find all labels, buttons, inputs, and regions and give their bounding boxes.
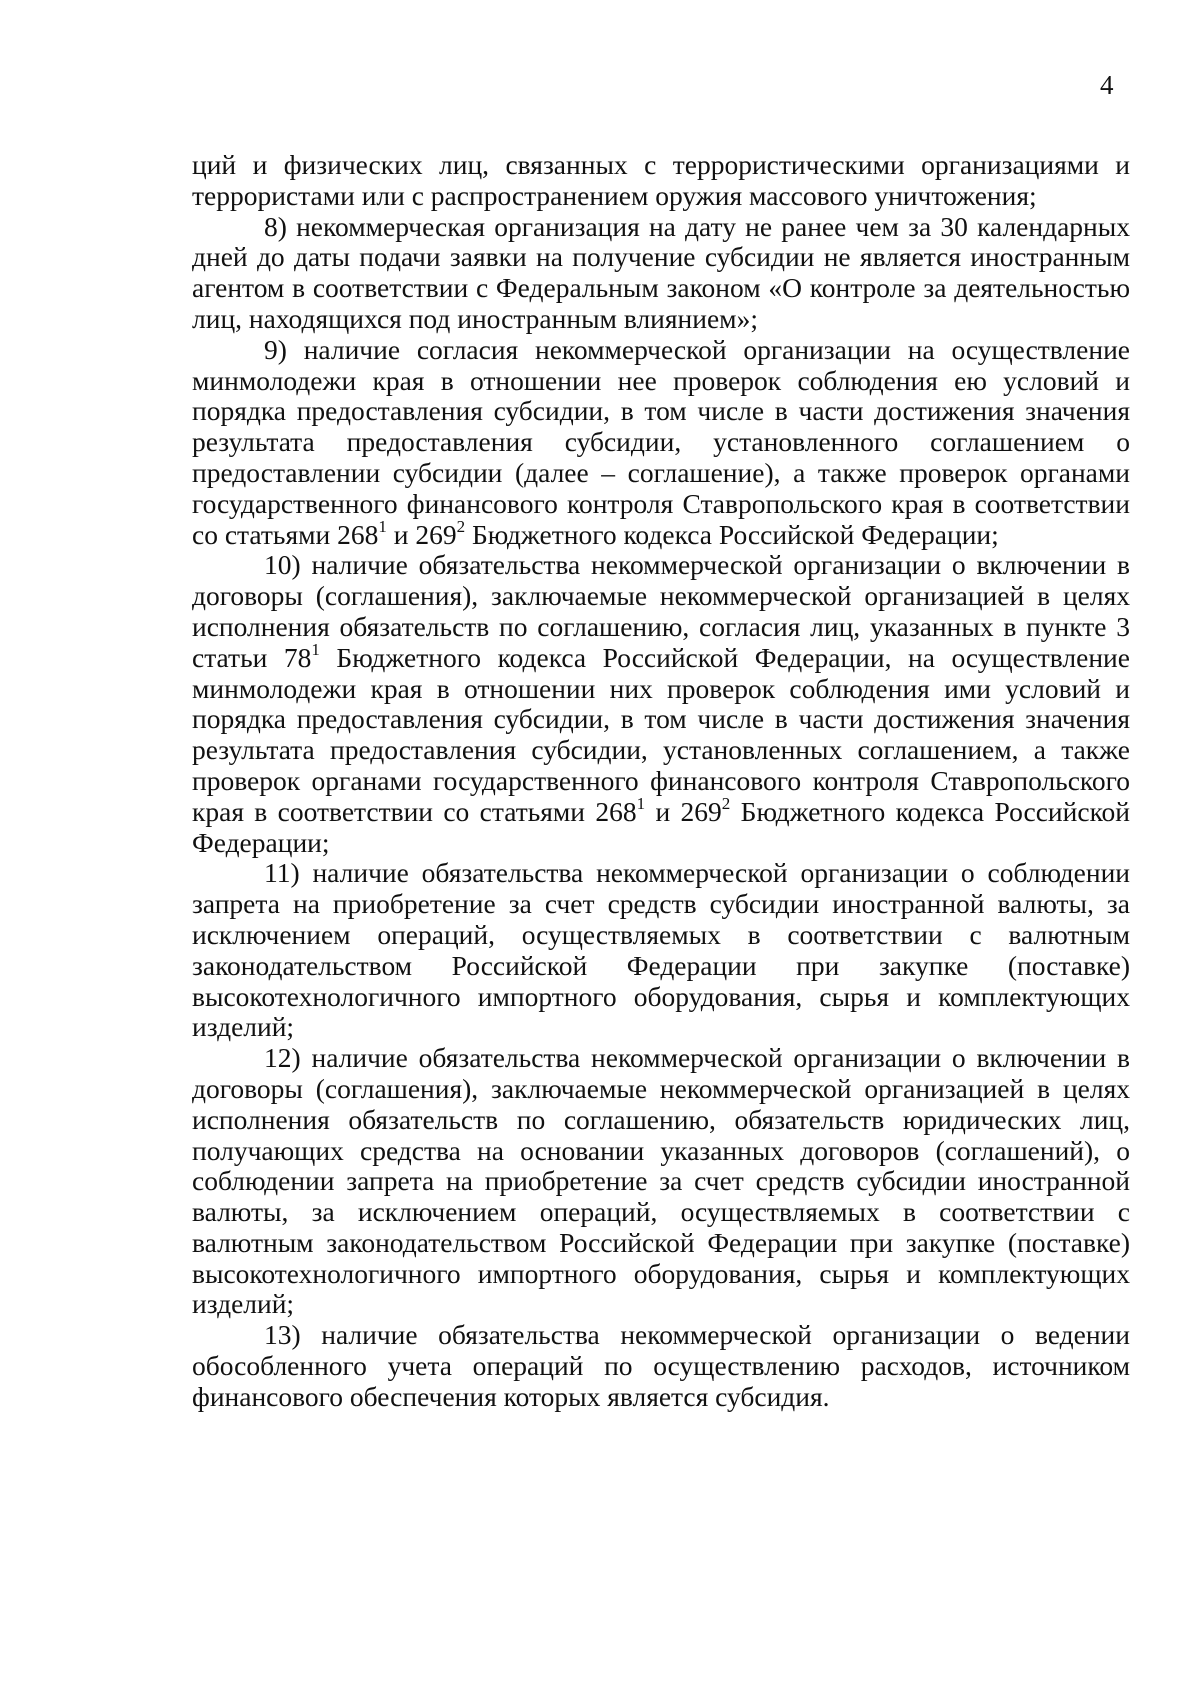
- superscript: 1: [636, 793, 646, 813]
- paragraph-item-10-text-a: 10) наличие обязательства некоммерческой организации о включении в договоры (соглашения), заключаемые некоммерческой организацией в целях исполнения обязательств по соглашению, согласия лиц, указанных в пункте 3 статьи 78: [192, 549, 1130, 673]
- paragraph-item-11: 11) наличие обязательства некоммерческой организации о соблюдении запрета на приобретение за счет средств субсидии иностранной валюты, за исключением операций, осуществляемых в соответствии с валютным законодательством Российской Федерации при закупке (поставке) высокотехнологичного импортного оборудования, сырья и комплектующих изделий;: [192, 857, 1130, 1043]
- paragraph-item-9-text-b: и 269: [386, 518, 457, 550]
- paragraph-item-10: [192, 550, 1130, 858]
- paragraph-item-12: 12) наличие обязательства некоммерческой организации о включении в договоры (соглашения), заключаемые некоммерческой организацией в целях исполнения обязательств по соглашению, обязательств юридических лиц, получающих средства на основании указанных договоров (соглашений), о соблюдении запрета на приобретение за счет средств субсидии иностранной валюты, за исключением операций, осуществляемых в соответствии с валютным законодательством Российской Федерации при закупке (поставке) высокотехнологичного импортного оборудования, сырья и комплектующих изделий;: [192, 1042, 1130, 1320]
- paragraph-item-9: [192, 335, 1130, 551]
- paragraph-item-10-text-d: Бюджетного кодекса Российской Федерации;: [192, 795, 1131, 858]
- paragraph-item-9-text-a: 9) наличие согласия некоммерческой организации на осуществление минмолодежи края в отношении нее проверок соблюдения ею условий и порядка предоставления субсидии, в том числе в части достижения значения результата предоставления субсидии, установленного соглашением о предоставлении субсидии (далее – соглашение), а также проверок органами государственного финансового контроля Ставропольского края в соответствии со статьями 268: [192, 333, 1130, 550]
- document-body: [192, 150, 1130, 1413]
- superscript: 2: [456, 516, 466, 536]
- paragraph-item-13: 13) наличие обязательства некоммерческой организации о ведении обособленного учета операций по осуществлению расходов, источником финансового обеспечения которых является субсидия.: [192, 1319, 1130, 1412]
- superscript: 2: [721, 793, 731, 813]
- superscript: 1: [378, 516, 387, 536]
- paragraph-continuation: ций и физических лиц, связанных с террористическими организациями и террористами или с распространением оружия массового уничтожения;: [192, 149, 1130, 211]
- superscript: 1: [311, 639, 320, 659]
- paragraph-item-10-text-c: и 269: [645, 795, 722, 827]
- paragraph-item-8: 8) некоммерческая организация на дату не ранее чем за 30 календарных дней до даты подачи заявки на получение субсидии не является иностранным агентом в соответствии с Федеральным законом «О контроле за деятельностью лиц, находящихся под иностранным влиянием»;: [192, 210, 1130, 334]
- paragraph-item-10-text-b: Бюджетного кодекса Российской Федерации, на осуществление минмолодежи края в отношении них проверок соблюдения ими условий и порядка предоставления субсидии, в том числе в части достижения значения результата предоставления субсидии, установленных соглашением, а также проверок органами государственного финансового контроля Ставропольского края в соответствии со статьями 268: [192, 641, 1130, 827]
- paragraph-item-9-text-c: Бюджетного кодекса Российской Федерации;: [465, 518, 999, 550]
- page-number: 4: [1100, 70, 1114, 100]
